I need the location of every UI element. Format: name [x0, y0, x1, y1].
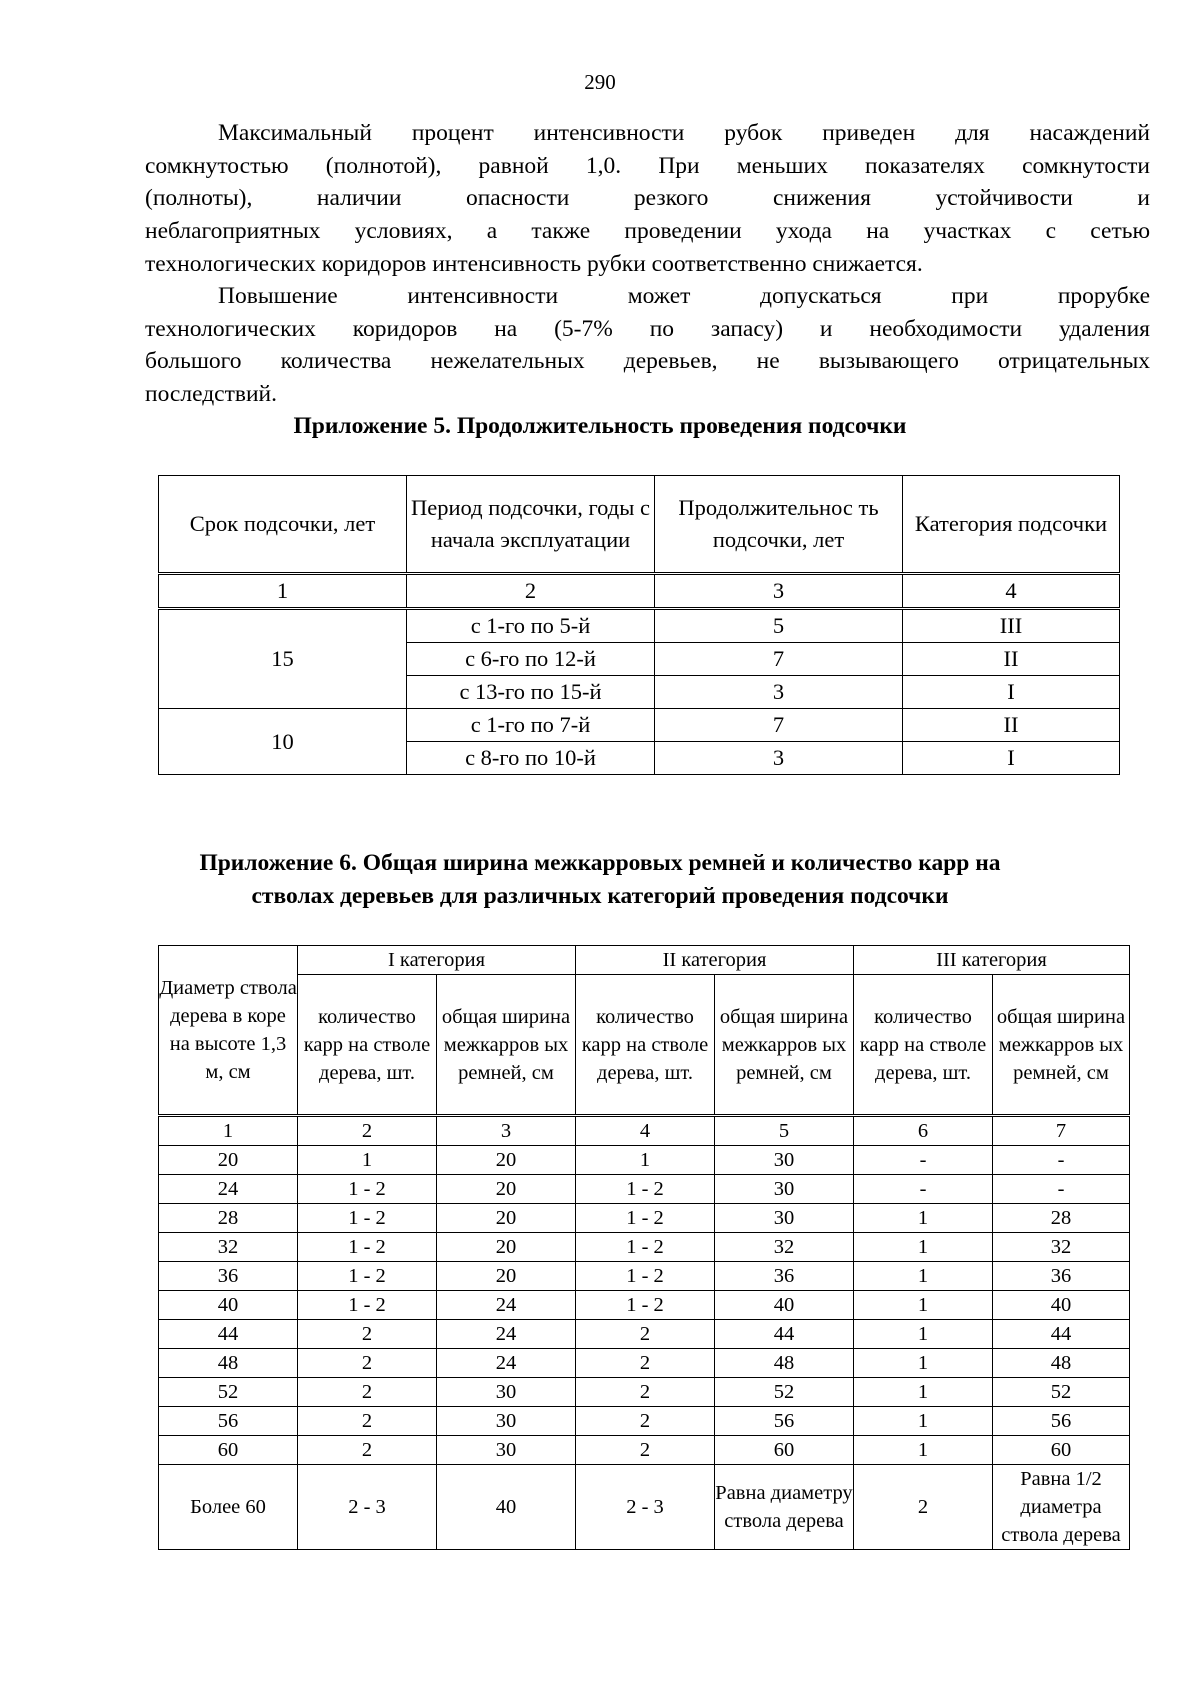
subheader-count: количество карр на стволе дерева, шт.: [854, 975, 993, 1116]
table-cell: 1: [576, 1146, 715, 1175]
table-cell: 44: [159, 1320, 298, 1349]
subheader-count: количество карр на стволе дерева, шт.: [298, 975, 437, 1116]
table-cell: III: [903, 609, 1120, 643]
column-number: 1: [159, 1116, 298, 1146]
column-number: 5: [715, 1116, 854, 1146]
table-row: [159, 609, 1120, 643]
table-cell: 1 - 2: [298, 1204, 437, 1233]
table-cell: 1 - 2: [298, 1175, 437, 1204]
subheader-width: общая ширина межкарров ых ремней, см: [437, 975, 576, 1116]
table-cell: 1: [298, 1146, 437, 1175]
table-cell: 56: [715, 1407, 854, 1436]
table-cell: 2: [576, 1407, 715, 1436]
table-cell: с 13-го по 15-й: [407, 676, 655, 709]
table-cell: 28: [993, 1204, 1130, 1233]
header-cell: Период подсочки, годы с начала эксплуатации: [407, 476, 655, 574]
table-cell: 40: [993, 1291, 1130, 1320]
table-cell: 60: [715, 1436, 854, 1465]
table-cell: -: [854, 1175, 993, 1204]
table-cell: 2 - 3: [298, 1465, 437, 1550]
table-cell: 7: [655, 709, 903, 742]
paragraph-2: [145, 280, 1150, 411]
column-number: 3: [655, 574, 903, 609]
subheader-width: общая ширина межкарров ых ремней, см: [715, 975, 854, 1116]
table-cell: с 1-го по 7-й: [407, 709, 655, 742]
text-line: Повышение интенсивности может допускаться при прорубке: [218, 283, 1150, 309]
category-header: I категория: [298, 946, 576, 975]
table-cell: 1 - 2: [298, 1233, 437, 1262]
table-cell: 48: [159, 1349, 298, 1378]
table-cell: II: [903, 709, 1120, 742]
table-cell: 2: [298, 1407, 437, 1436]
column-number: 4: [576, 1116, 715, 1146]
text-line: последствий.: [145, 381, 277, 408]
appendix5-title: Приложение 5. Продолжительность проведения подсочки: [293, 413, 907, 439]
appendix5-table: [158, 475, 1120, 775]
table-cell: 36: [159, 1262, 298, 1291]
table-cell: 2: [298, 1320, 437, 1349]
diameter-header: Диаметр ствола дерева в коре на высоте 1,3 м, см: [159, 946, 298, 1116]
text-line: большого количества нежелательных деревьев, не вызывающего отрицательных: [145, 348, 1150, 375]
table-cell: 2: [298, 1378, 437, 1407]
table-cell: 5: [655, 609, 903, 643]
column-number: 7: [993, 1116, 1130, 1146]
column-number: 2: [298, 1116, 437, 1146]
table-cell: 48: [993, 1349, 1130, 1378]
term-cell: 10: [159, 709, 407, 775]
header-cell: Срок подсочки, лет: [159, 476, 407, 574]
table-cell: 1: [854, 1291, 993, 1320]
text-line: Максимальный процент интенсивности рубок приведен для насаждений: [218, 120, 1150, 146]
table-cell: 2: [854, 1465, 993, 1550]
table-cell: 60: [993, 1436, 1130, 1465]
table-cell: 1 - 2: [576, 1262, 715, 1291]
table-cell: с 8-го по 10-й: [407, 742, 655, 775]
table-cell: 52: [159, 1378, 298, 1407]
text-line: сомкнутостью (полнотой), равной 1,0. При меньших показателях сомкнутости: [145, 152, 1150, 179]
table-cell: 44: [993, 1320, 1130, 1349]
table-cell: 28: [159, 1204, 298, 1233]
table-cell: 2: [576, 1320, 715, 1349]
text-line: (полноты), наличии опасности резкого снижения устойчивости и: [145, 185, 1150, 212]
table-cell: 3: [655, 742, 903, 775]
table-cell: I: [903, 676, 1120, 709]
table-row: [159, 1436, 1130, 1465]
table-cell: 1 - 2: [576, 1175, 715, 1204]
table-cell: 24: [159, 1175, 298, 1204]
table-row: [159, 1175, 1130, 1204]
column-number: 4: [903, 574, 1120, 609]
table-cell: 20: [159, 1146, 298, 1175]
text-line: технологических коридоров интенсивность рубки соответственно снижается.: [145, 250, 923, 277]
table-cell: 1 - 2: [298, 1291, 437, 1320]
table-row: [159, 1465, 1130, 1550]
table-cell: 3: [655, 676, 903, 709]
table-cell: 52: [715, 1378, 854, 1407]
table-cell: 56: [993, 1407, 1130, 1436]
table-cell: 20: [437, 1204, 576, 1233]
table-cell: I: [903, 742, 1120, 775]
table-cell: 7: [655, 643, 903, 676]
category-header: II категория: [576, 946, 854, 975]
table-cell: 30: [715, 1175, 854, 1204]
table-cell: 30: [437, 1378, 576, 1407]
table-cell: 24: [437, 1349, 576, 1378]
table-cell: 20: [437, 1262, 576, 1291]
table-cell: 2: [298, 1436, 437, 1465]
appendix6-table: [158, 945, 1130, 1550]
table-cell: -: [854, 1146, 993, 1175]
table-cell: 60: [159, 1436, 298, 1465]
table-cell: 1: [854, 1233, 993, 1262]
column-number: 1: [159, 574, 407, 609]
table-cell: 40: [715, 1291, 854, 1320]
table-cell: 1: [854, 1436, 993, 1465]
category-header: III категория: [854, 946, 1130, 975]
page-number: 290: [584, 70, 616, 94]
table-row: [159, 1320, 1130, 1349]
appendix6-title-line1: Приложение 6. Общая ширина межкарровых ремней и количество карр на: [199, 850, 1001, 876]
table-cell: 1: [854, 1407, 993, 1436]
table-cell: 1: [854, 1349, 993, 1378]
table-cell: 40: [159, 1291, 298, 1320]
table-row: [159, 1146, 1130, 1175]
table-row: [159, 1262, 1130, 1291]
table-cell: 30: [715, 1204, 854, 1233]
text-line: неблагоприятных условиях, а также проведении ухода на участках с сетью: [145, 218, 1150, 245]
table-cell: 2 - 3: [576, 1465, 715, 1550]
table-cell: 40: [437, 1465, 576, 1550]
table-cell: 48: [715, 1349, 854, 1378]
table-row: [159, 1349, 1130, 1378]
table-cell: 20: [437, 1175, 576, 1204]
table-cell: Равна диаметру ствола дерева: [715, 1465, 854, 1550]
table-cell: 36: [993, 1262, 1130, 1291]
text-line: технологических коридоров на (5-7% по запасу) и необходимости удаления: [145, 315, 1150, 342]
table-cell: 24: [437, 1320, 576, 1349]
table-cell: 1: [854, 1320, 993, 1349]
subheader-width: общая ширина межкарров ых ремней, см: [993, 975, 1130, 1116]
term-cell: 15: [159, 609, 407, 709]
table-row: [159, 1407, 1130, 1436]
header-cell: Категория подсочки: [903, 476, 1120, 574]
table-cell: 30: [715, 1146, 854, 1175]
table-cell: 1 - 2: [298, 1262, 437, 1291]
table-cell: 2: [576, 1436, 715, 1465]
table-cell: -: [993, 1146, 1130, 1175]
table-cell: 30: [437, 1436, 576, 1465]
table-cell: 1: [854, 1378, 993, 1407]
table-cell: 2: [576, 1349, 715, 1378]
table-row: [159, 1233, 1130, 1262]
table-cell: 32: [993, 1233, 1130, 1262]
table-cell: Равна 1/2 диаметра ствола дерева: [993, 1465, 1130, 1550]
table-cell: Более 60: [159, 1465, 298, 1550]
table-cell: II: [903, 643, 1120, 676]
table-cell: 2: [576, 1378, 715, 1407]
column-number: 2: [407, 574, 655, 609]
table-cell: 32: [159, 1233, 298, 1262]
table-cell: 20: [437, 1233, 576, 1262]
table-cell: 20: [437, 1146, 576, 1175]
table-row: [159, 1291, 1130, 1320]
column-number: 3: [437, 1116, 576, 1146]
table-cell: -: [993, 1175, 1130, 1204]
appendix6-title-line2: стволах деревьев для различных категорий проведения подсочки: [251, 883, 949, 909]
table-cell: 56: [159, 1407, 298, 1436]
table-cell: 32: [715, 1233, 854, 1262]
table-cell: 24: [437, 1291, 576, 1320]
table-cell: 1: [854, 1204, 993, 1233]
paragraph-1: [145, 117, 1150, 281]
header-cell: Продолжительнос ть подсочки, лет: [655, 476, 903, 574]
table-cell: 36: [715, 1262, 854, 1291]
subheader-count: количество карр на стволе дерева, шт.: [576, 975, 715, 1116]
table-cell: с 6-го по 12-й: [407, 643, 655, 676]
table-cell: 52: [993, 1378, 1130, 1407]
table-cell: 1: [854, 1262, 993, 1291]
table-row: [159, 1378, 1130, 1407]
table-cell: 2: [298, 1349, 437, 1378]
table-cell: 44: [715, 1320, 854, 1349]
table-cell: 1 - 2: [576, 1291, 715, 1320]
column-number: 6: [854, 1116, 993, 1146]
table-cell: 30: [437, 1407, 576, 1436]
table-row: [159, 709, 1120, 742]
table-cell: с 1-го по 5-й: [407, 609, 655, 643]
table-cell: 1 - 2: [576, 1233, 715, 1262]
table-cell: 1 - 2: [576, 1204, 715, 1233]
table-row: [159, 1204, 1130, 1233]
